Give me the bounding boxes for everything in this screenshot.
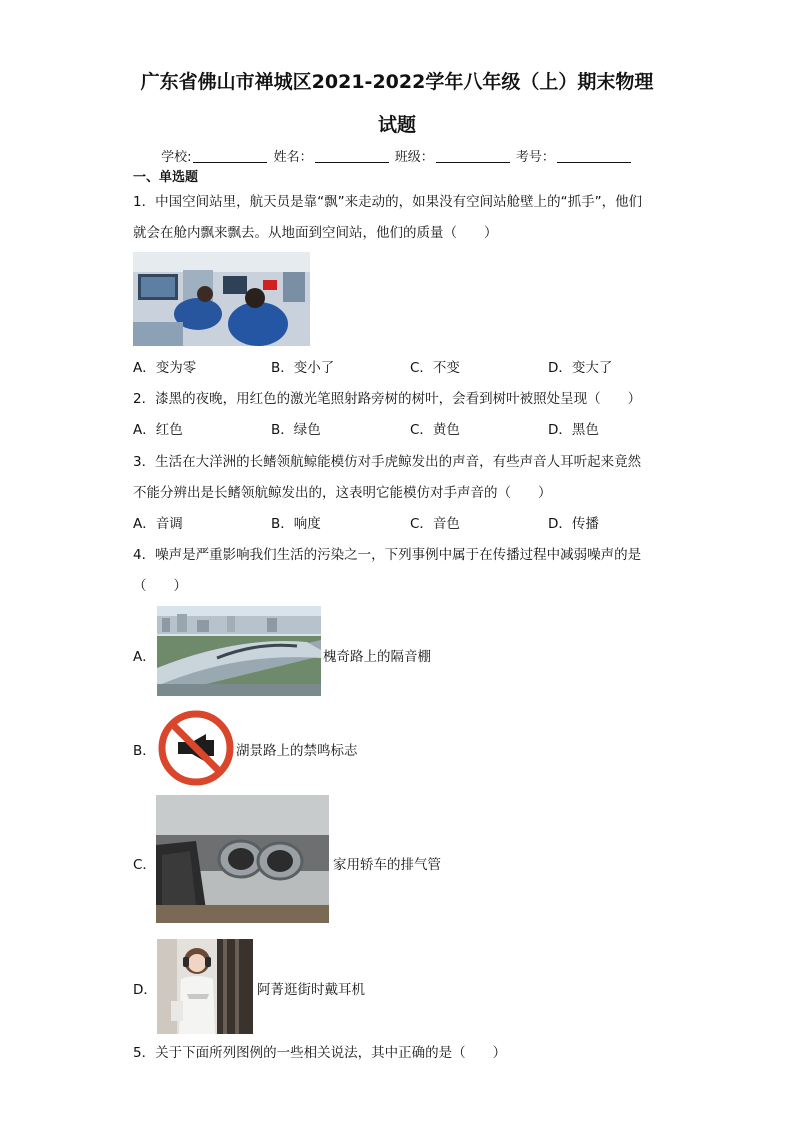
q3-option-c[interactable]: C．音色 — [410, 516, 460, 532]
q1-option-d[interactable]: D．变大了 — [548, 360, 613, 376]
section-heading: 一、单选题 — [133, 170, 199, 185]
q2-option-b[interactable]: B．绿色 — [271, 422, 321, 438]
exam-title-line2: 试题 — [377, 114, 416, 136]
q4-option-b-label[interactable]: B． — [133, 743, 156, 759]
q3-options — [133, 515, 693, 533]
q4-option-c-label[interactable]: C． — [133, 857, 156, 873]
exam-title-line1: 广东省佛山市禅城区2021-2022学年八年级（上）期末物理 — [140, 71, 654, 93]
q4-option-a-label[interactable]: A． — [133, 649, 156, 665]
q2-options — [133, 421, 693, 439]
q1-line2: 就会在舱内飘来飘去。从地面到空间站，他们的质量（ ） — [133, 225, 498, 241]
q4-line1: 4．噪声是严重影响我们生活的污染之一，下列事例中属于在传播过程中减弱噪声的是 — [133, 547, 642, 563]
q2-option-c[interactable]: C．黄色 — [410, 422, 460, 438]
exam-no-label: 考号： — [515, 150, 555, 165]
name-label: 姓名： — [273, 150, 313, 165]
exhaust-pipe-photo — [156, 795, 329, 923]
q1-option-c[interactable]: C．不变 — [410, 360, 460, 376]
class-label: 班级： — [394, 150, 434, 165]
class-blank — [436, 150, 510, 163]
q4-option-b-caption: 湖景路上的禁鸣标志 — [236, 743, 358, 759]
q1-line1: 1．中国空间站里，航天员是靠“飘”来走动的，如果没有空间站舱壁上的“抓手”，他们 — [133, 194, 643, 210]
q1-option-b[interactable]: B．变小了 — [271, 360, 335, 376]
name-blank — [315, 150, 389, 163]
q1-options — [133, 359, 693, 377]
q3-option-d[interactable]: D．传播 — [548, 516, 599, 532]
q4-option-d-caption: 阿菁逛街时戴耳机 — [257, 982, 365, 998]
q4-option-a-caption: 槐奇路上的隔音棚 — [323, 649, 431, 665]
student-info-row — [0, 146, 794, 165]
exam-no-blank — [557, 150, 631, 163]
q3-line1: 3．生活在大洋洲的长鳍领航鲸能模仿对手虎鲸发出的声音，有些声音人耳听起来竟然 — [133, 454, 642, 470]
space-station-photo — [133, 252, 310, 346]
no-horn-sign-icon — [158, 710, 234, 786]
q1-option-a[interactable]: A．变为零 — [133, 360, 197, 376]
q3-option-a[interactable]: A．音调 — [133, 516, 183, 532]
headphones-photo — [157, 939, 253, 1034]
q5-line1: 5．关于下面所列图例的一些相关说法，其中正确的是（ ） — [133, 1045, 507, 1061]
q2-option-d[interactable]: D．黑色 — [548, 422, 599, 438]
school-label: 学校: — [161, 150, 192, 165]
q3-option-b[interactable]: B．响度 — [271, 516, 321, 532]
sound-barrier-photo — [157, 606, 321, 696]
q4-option-c-caption: 家用轿车的排气管 — [333, 857, 441, 873]
school-blank — [193, 150, 267, 163]
q4-line2: （ ） — [133, 578, 187, 594]
q2-line1: 2．漆黑的夜晚，用红色的激光笔照射路旁树的树叶，会看到树叶被照处呈现（ ） — [133, 391, 642, 407]
q3-line2: 不能分辨出是长鳍领航鲸发出的，这表明它能模仿对手声音的（ ） — [133, 485, 552, 501]
q4-option-d-label[interactable]: D． — [133, 982, 157, 998]
q2-option-a[interactable]: A．红色 — [133, 422, 183, 438]
